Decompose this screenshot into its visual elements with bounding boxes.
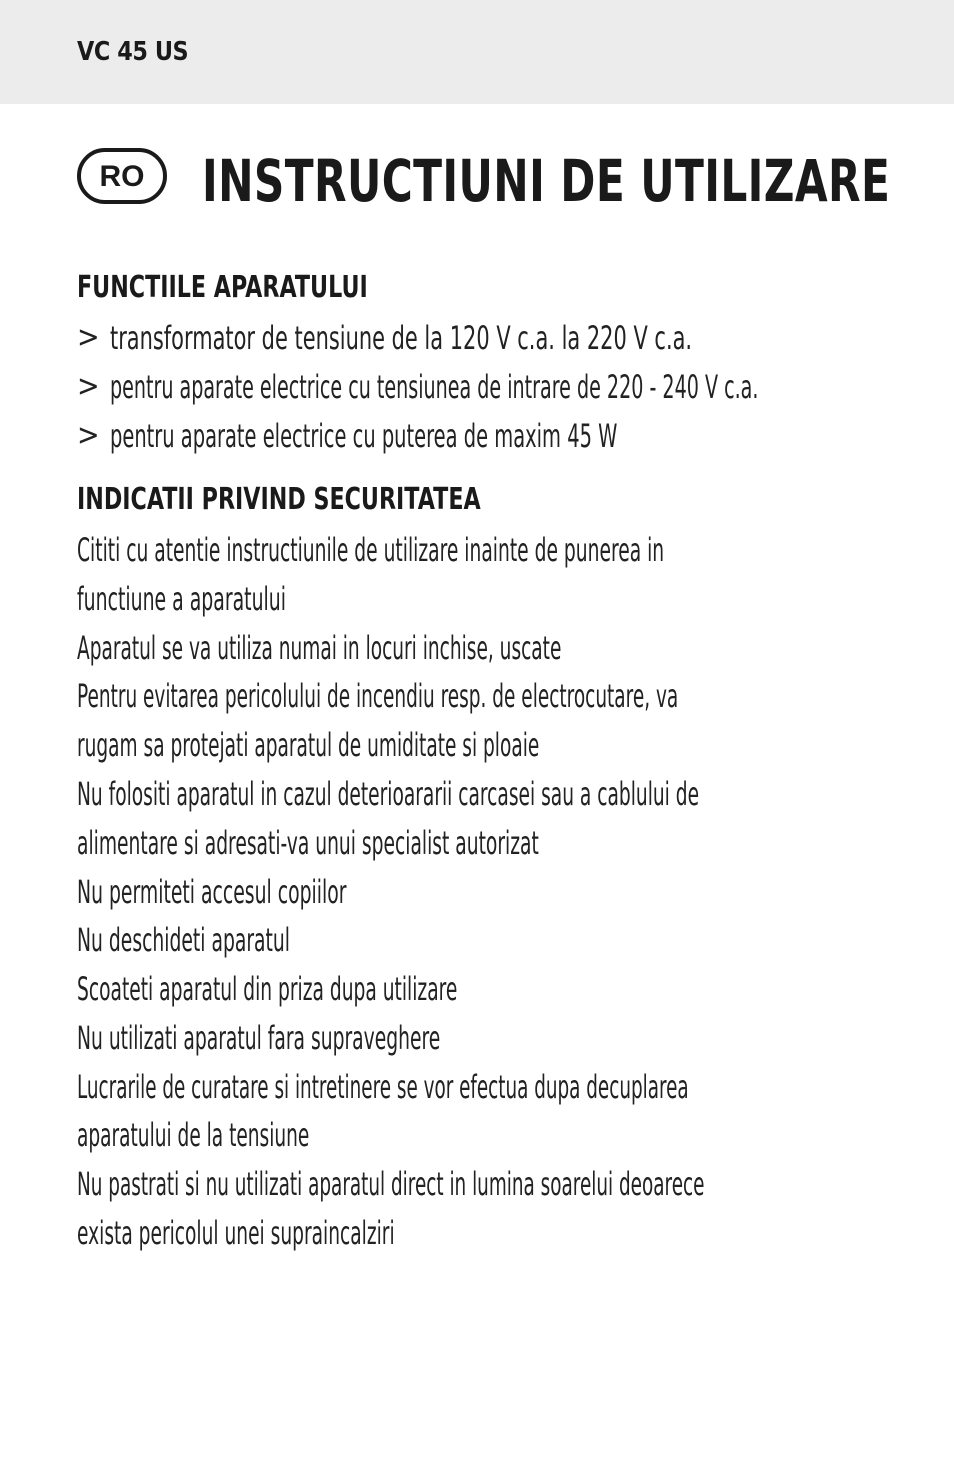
safety-line: Nu utilizati aparatul fara supraveghere	[77, 1019, 441, 1057]
page-title: INSTRUCTIUNI DE UTILIZARE	[202, 147, 891, 215]
safety-line: Nu folositi aparatul in cazul deterioararii carcasei sau a cablului de	[77, 775, 700, 813]
safety-line: Cititi cu atentie instructiunile de utilizare inainte de punerea in	[77, 531, 665, 569]
safety-line: Pentru evitarea pericolului de incendiu resp. de electrocutare, va	[77, 677, 679, 715]
function-item-text: pentru aparate electrice cu puterea de maxim 45 W	[110, 417, 618, 455]
safety-line: functiune a aparatului	[77, 580, 287, 618]
function-item	[77, 318, 937, 358]
safety-line: rugam sa protejati aparatul de umiditate si ploaie	[77, 726, 540, 764]
bullet-arrow-icon: >	[77, 369, 100, 404]
safety-line: Nu pastrati si nu utilizati aparatul direct in lumina soarelui deoarece	[77, 1165, 705, 1203]
safety-line: Lucrarile de curatare si intretinere se vor efectua dupa decuplarea	[77, 1068, 689, 1106]
function-item-text: pentru aparate electrice cu tensiunea de intrare de 220 - 240 V c.a.	[110, 368, 759, 406]
safety-line: Nu deschideti aparatul	[77, 921, 290, 959]
safety-line: Nu permiteti accesul copiilor	[77, 873, 347, 911]
function-item	[77, 416, 937, 456]
functions-heading: FUNCTIILE APARATULUI	[77, 270, 368, 305]
safety-line: exista pericolul unei supraincalziri	[77, 1214, 395, 1252]
safety-line: Aparatul se va utiliza numai in locuri inchise, uscate	[77, 629, 562, 667]
bullet-arrow-icon: >	[77, 418, 100, 453]
language-code: RO	[99, 160, 145, 193]
safety-line: aparatului de la tensiune	[77, 1116, 310, 1154]
model-number: VC 45 US	[77, 37, 189, 67]
safety-line: alimentare si adresati-va unui specialist autorizat	[77, 824, 539, 862]
function-item-text: transformator de tensiune de la 120 V c.a. la 220 V c.a.	[110, 319, 693, 357]
language-badge	[77, 148, 167, 204]
bullet-arrow-icon: >	[77, 320, 100, 355]
safety-heading: INDICATII PRIVIND SECURITATEA	[77, 482, 481, 517]
function-item	[77, 367, 937, 407]
safety-line: Scoateti aparatul din priza dupa utilizare	[77, 970, 458, 1008]
